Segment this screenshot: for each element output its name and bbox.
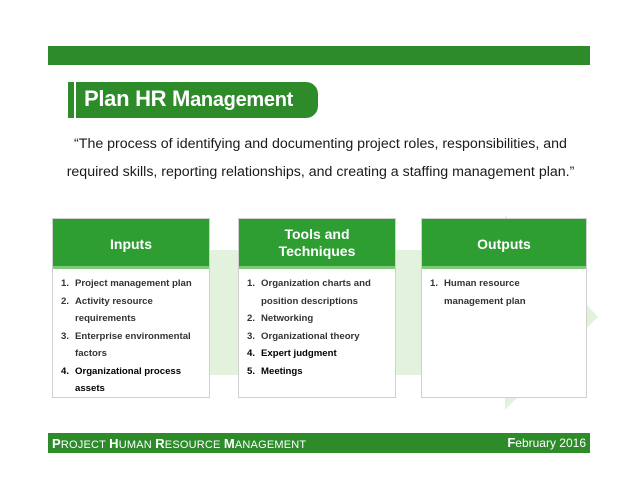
footer-word-initial: P xyxy=(52,436,61,451)
list-item xyxy=(239,310,371,328)
list-item-text: factors xyxy=(75,348,107,359)
list-item xyxy=(53,345,192,363)
tools-box xyxy=(238,218,396,398)
list-item xyxy=(53,380,192,398)
list-item-number: 1. xyxy=(247,278,256,289)
tools-header-text: Techniques xyxy=(278,242,356,259)
list-item-text: assets xyxy=(75,383,105,394)
list-item-text: position descriptions xyxy=(261,295,359,307)
tools-header xyxy=(239,219,395,266)
list-item xyxy=(239,328,371,346)
list-item-text: Expert judgment xyxy=(261,348,337,359)
tools-list xyxy=(239,275,371,380)
list-item-text: Organization charts and xyxy=(261,278,371,289)
tools-header-text: Tools and xyxy=(284,225,350,242)
list-item-text: Project management plan xyxy=(75,278,192,289)
footer-word-initial: R xyxy=(155,436,165,451)
footer-word-rest: UMAN xyxy=(118,439,156,451)
footer-word-rest: ANAGEMENT xyxy=(234,439,307,451)
list-item-text: Human resource xyxy=(444,278,520,289)
list-item xyxy=(53,328,192,346)
title-rest: anagement xyxy=(190,89,293,111)
list-item-text: Activity resource xyxy=(75,295,153,307)
outputs-header xyxy=(422,219,586,266)
header-underline xyxy=(422,266,586,269)
list-item xyxy=(239,345,371,363)
footer-date xyxy=(507,435,586,450)
footer-word-rest: ROJECT xyxy=(60,439,110,451)
list-item-text: Organizational theory xyxy=(261,330,360,342)
list-item-text: Enterprise environmental xyxy=(75,330,191,342)
list-item-number: 1. xyxy=(61,278,70,289)
list-item xyxy=(239,363,371,381)
list-item xyxy=(53,275,192,293)
list-item-text: Organizational process xyxy=(75,365,182,377)
header-underline xyxy=(239,266,395,269)
list-item-number: 2. xyxy=(61,295,70,307)
list-item xyxy=(422,275,526,293)
list-item-number: 4. xyxy=(247,348,256,359)
inputs-list xyxy=(53,275,192,398)
list-item-text: Meetings xyxy=(261,365,303,377)
list-item-number: 3. xyxy=(61,330,70,342)
list-item-number: 3. xyxy=(247,330,256,342)
list-item-number: 2. xyxy=(247,313,256,324)
list-item xyxy=(53,363,192,381)
list-item-number: 5. xyxy=(247,365,256,377)
footer-date-rest: ebruary 2016 xyxy=(515,436,586,450)
title-initial: Plan HR M xyxy=(84,86,191,111)
header-underline xyxy=(53,266,209,269)
footer-word-rest: ESOURCE xyxy=(164,439,224,451)
inputs-header-text: Inputs xyxy=(110,236,152,252)
footer-course-title xyxy=(52,436,306,451)
list-item xyxy=(239,275,371,293)
list-item-text: requirements xyxy=(75,313,136,324)
quote-line-2: required skills, reporting relationships, and creating a staffing management plan.” xyxy=(66,164,575,180)
inputs-header xyxy=(53,219,209,266)
list-item xyxy=(239,293,371,311)
list-item xyxy=(422,293,526,311)
outputs-box xyxy=(421,218,587,398)
footer-date-initial: F xyxy=(507,435,516,450)
outputs-header-text: Outputs xyxy=(477,236,531,252)
list-item-text: Networking xyxy=(261,313,314,324)
footer-word-initial: H xyxy=(109,436,119,451)
outputs-list xyxy=(422,275,526,310)
quote-line-1: “The process of identifying and documenting project roles, responsibilities, and xyxy=(74,136,567,152)
list-item-number: 1. xyxy=(430,278,439,289)
list-item xyxy=(53,310,192,328)
list-item xyxy=(53,293,192,311)
list-item-number: 4. xyxy=(61,365,70,377)
inputs-box xyxy=(52,218,210,398)
list-item-text: management plan xyxy=(444,295,526,307)
footer-word-initial: M xyxy=(223,436,235,451)
